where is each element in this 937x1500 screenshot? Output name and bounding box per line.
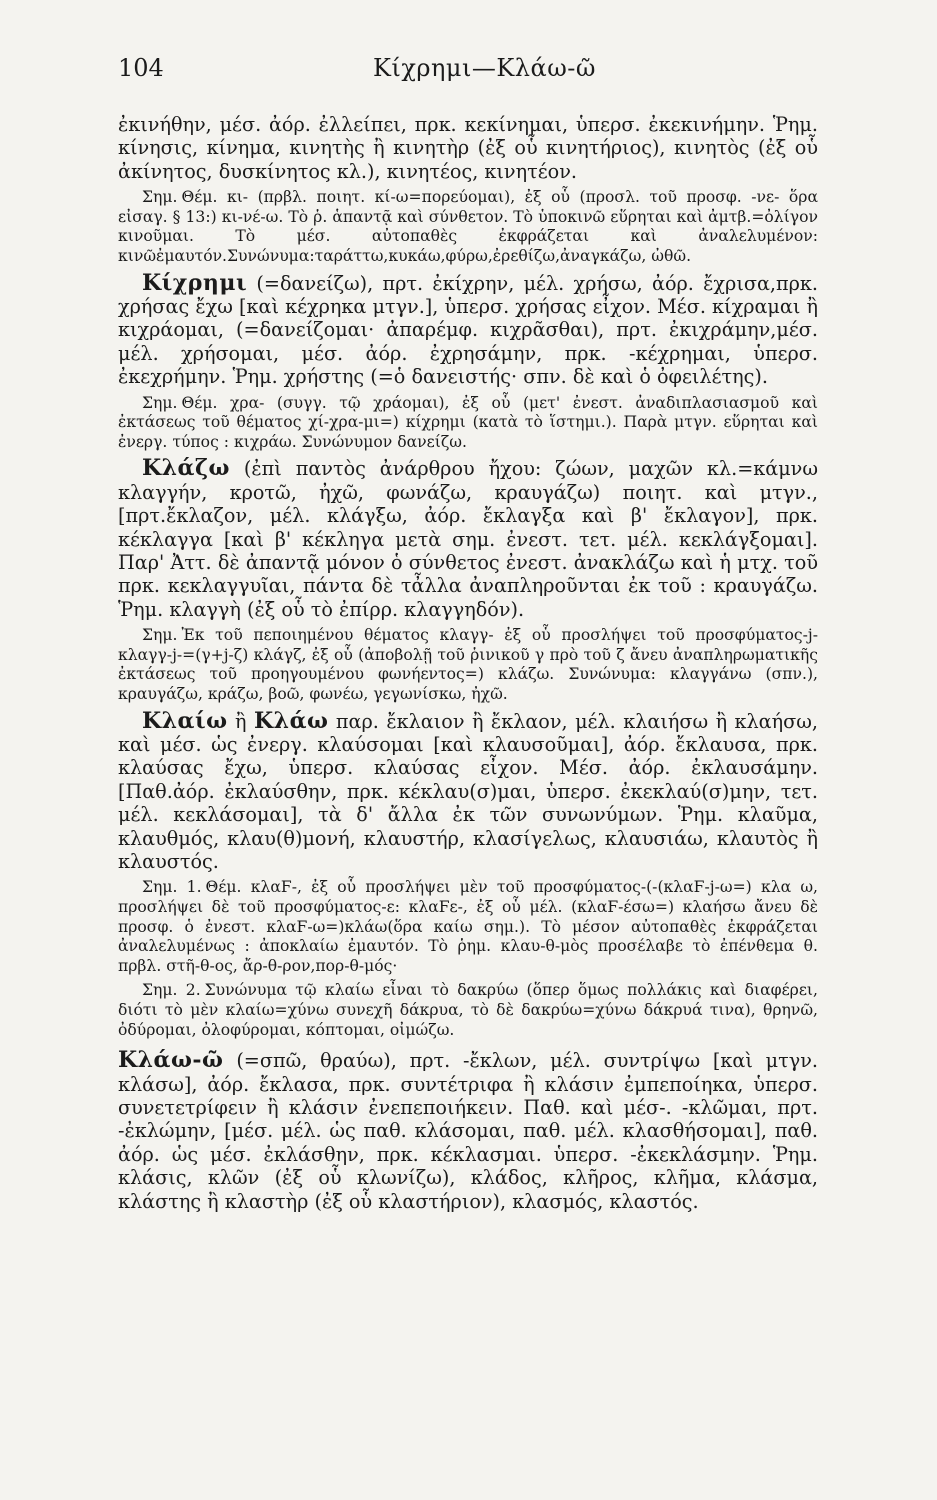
lemma-headword: Κλάω-ῶ	[118, 1047, 224, 1074]
note-label: Σημ.	[142, 393, 178, 412]
lemma-headword: Κλαίω	[142, 707, 228, 734]
page-body	[118, 113, 818, 1213]
note-label: Σημ. 2.	[142, 981, 201, 1000]
note-text: Θέμ. χρα- (συγγ. τῷ χράομαι), ἐξ οὗ (μετ' ἐνεστ. ἀναδιπλασιασμοῦ καὶ ἐκτάσεως τοῦ θέματος χί-χρα-μι=) κίχρημι (κατὰ τὸ ἵστημι.). Παρὰ μτγν. εὕρηται καὶ ἐνεργ. τύπος : κιχράω. Συνώνυμον δανείζω.	[118, 393, 818, 451]
note-paragraph	[118, 981, 818, 1040]
note-paragraph	[118, 188, 818, 266]
entry-text: παρ. ἔκλαιον ἢ ἔκλαον, μέλ. κλαιήσω ἢ κλαήσω, καὶ μέσ. ὡς ἐνεργ. κλαύσομαι [καὶ κλαυσοῦμαι], ἀόρ. ἔκλαυσα, πρκ. κλαύσας ἔχω, ὑπερσ. κλαύσας εἶχον. Μέσ. ἀόρ. ἐκλαυσάμην. [Παθ.ἀόρ. ἐκλαύσθην, πρκ. κέκλαυ(σ)μαι, ὑπερσ. ἐκεκλαύ(σ)μην, τετ. μέλ. κεκλάσομαι], τὰ δ' ἄλλα ἐκ τῶν συνωνύμων. Ῥημ. κλαῦμα, κλαυθμός, κλαυ(θ)μονή, κλαυστήρ, κλασίγελως, κλαυσιάω, κλαυτὸς ἢ κλαυστός.	[118, 709, 818, 874]
note-paragraph	[118, 878, 818, 976]
lemma-connector: ἢ	[235, 709, 247, 733]
entry-continuation: ἐκινήθην, μέσ. ἀόρ. ἐλλείπει, πρκ. κεκίνημαι, ὑπερσ. ἐκεκινήμην. Ῥημ. κίνησις, κίνημα, κινητὴς ἢ κινητὴρ (ἐξ οὗ κινητήριος), κινητὸς (ἐξ οὗ ἀκίνητος, δυσκίνητος κλ.), κινητέος, κινητέον.	[118, 113, 818, 183]
entry-klaio	[118, 707, 818, 874]
entry-klazo	[118, 457, 818, 621]
running-head: Κίχρημι—Κλάω-ῶ	[373, 54, 596, 82]
note-label: Σημ.	[142, 188, 178, 207]
note-text: Ἐκ τοῦ πεποιημένου θέματος κλαγγ- ἐξ οὗ προσλήψει τοῦ προσφύματος-j-κλαγγ-j-=(γ+j-ζ) κλάγζ, ἐξ οὗ (ἀποβολῇ τοῦ ῥινικοῦ γ πρὸ τοῦ ζ ἄνευ ἀναπληρωματικῆς ἐκτάσεως τοῦ προηγουμένου φωνήεντος=) κλάζω. Συνώνυμα: κλαγγάνω (σπν.), κραυγάζω, κράζω, βοῶ, φωνέω, γεγωνίσκω, ἠχῶ.	[118, 626, 818, 704]
lemma-headword: Κλάζω	[142, 455, 230, 482]
entry-text: (=σπῶ, θραύω), πρτ. -ἔκλων, μέλ. συντρίψω [καὶ μτγν. κλάσω], ἀόρ. ἔκλασα, πρκ. συντέτριφα ἢ κλάσιν ἐμπεποίηκα, ὑπερσ. συνετετρίφειν ἢ κλάσιν ἐνεπεποιήκειν. Παθ. καὶ μέσ-. -κλῶμαι, πρτ. -ἐκλώμην, [μέσ. μέλ. ὡς παθ. κλάσομαι, παθ. μέλ. κλασθήσομαι], παθ. ἀόρ. ὡς μέσ. ἐκλάσθην, πρκ. κέκλασμαι. ὑπερσ. -ἐκεκλάσμην. Ῥημ. κλάσις, κλῶν (ἐξ οὗ κλωνίζω), κλάδος, κλῆρος, κλῆμα, κλάσμα, κλάστης ἢ κλαστὴρ (ἐξ οὗ κλαστήριον), κλασμός, κλαστός.	[118, 1049, 818, 1213]
note-text: Συνώνυμα τῷ κλαίω εἶναι τὸ δακρύω (ὅπερ ὅμως πολλάκις καὶ διαφέρει, διότι τὸ μὲν κλαίω=χύνω συνεχῆ δάκρυα, τὸ δὲ δακρύω=χύνω δάκρυά τινα), θρηνῶ, ὀδύρομαι, ὀλοφύρομαι, κόπτομαι, οἰμώζω.	[118, 981, 818, 1039]
entry-klao	[118, 1049, 818, 1213]
entry-text: (=δανείζω), πρτ. ἐκίχρην, μέλ. χρήσω, ἀόρ. ἔχρισα,πρκ. χρήσας ἔχω [καὶ κέχρηκα μτγν.], ὑπερσ. χρήσας εἶχον. Μέσ. κίχραμαι ἢ κιχράομαι, (=δανείζομαι· ἀπαρέμφ. κιχρᾶσθαι), πρτ. ἐκιχράμην,μέσ. μέλ. χρήσομαι, μέσ. ἀόρ. ἐχρησάμην, πρκ. -κέχρημαι, ὑπερσ. ἐκεχρήμην. Ῥημ. χρήστης (=ὁ δανειστής· σπν. δὲ καὶ ὁ ὀφειλέτης).	[118, 271, 818, 389]
page-header	[118, 54, 818, 94]
page-number: 104	[118, 54, 164, 82]
note-text: Θέμ. κλαϜ-, ἐξ οὗ προσλήψει μὲν τοῦ προσφύματος-(-(κλαϜ-j-ω=) κλα ω, προσλήψει δὲ τοῦ προσφύματος-ε: κλαϜε-, ἐξ οὗ μέλ. (κλαϜ-έσω=) κλαήσω ἄνευ δὲ προσφ. ὁ ἐνεστ. κλαϜ-ω=)κλάω(ὅρα καίω σημ.). Τὸ μέσον αὐτοπαθὲς ἐκφράζεται ἀναλελυμένως : ἀποκλαίω ἐμαυτόν. Τὸ ῥημ. κλαυ-θ-μὸς προσέλαβε τὸ ἐπένθεμα θ. πρβλ. στῆ-θ-ος, ἄρ-θ-ρον,πορ-θ-μός·	[118, 878, 818, 975]
note-label: Σημ.	[142, 626, 178, 645]
lemma-headword: Κίχρημι	[142, 269, 248, 296]
note-text: Θέμ. κι- (πρβλ. ποιητ. κί-ω=πορεύομαι), ἐξ οὗ (προσλ. τοῦ προσφ. -νε- ὅρα εἰσαγ. § 13:) κι-νέ-ω. Τὸ ῥ. ἁπαντᾷ καὶ σύνθετον. Τὸ ὑποκινῶ εὕρηται καὶ ἀμτβ.=ὀλίγον κινοῦμαι. Τὸ μέσ. αὐτοπαθὲς ἐκφράζεται καὶ ἀναλελυμένον: κινῶἐμαυτόν.Συνώνυμα:ταράττω,κυκάω,φύρω,ἐρεθίζω,ἀναγκάζω, ὠθῶ.	[118, 188, 818, 265]
lemma-headword-alt: Κλάω	[254, 707, 329, 734]
entry-text: (ἐπὶ παντὸς ἀνάρθρου ἤχου: ζώων, μαχῶν κλ.=κάμνω κλαγγήν, κροτῶ, ἠχῶ, φωνάζω, κραυγάζω) ποιητ. καὶ μτγν.,[πρτ.ἔκλαζον, μέλ. κλάγξω, ἀόρ. ἔκλαγξα καὶ β' ἔκλαγον], πρκ. κέκλαγγα [καὶ β' κέκληγα μετὰ σημ. ἐνεστ. τετ. μέλ. κεκλάγξομαι]. Παρ' Ἀττ. δὲ ἀπαντᾷ μόνον ὁ σύνθετος ἐνεστ. ἀνακλάζω καὶ ἡ μτχ. τοῦ πρκ. κεκλαγγυῖαι, πάντα δὲ τἆλλα ἀναπληροῦνται ἐκ τοῦ : κραυγάζω. Ῥημ. κλαγγὴ (ἐξ οὗ τὸ ἐπίρρ. κλαγγηδόν).	[118, 457, 818, 621]
note-label: Σημ. 1.	[142, 878, 202, 897]
entry-kichremi	[118, 269, 818, 389]
note-paragraph	[118, 394, 818, 453]
note-paragraph	[118, 626, 818, 704]
